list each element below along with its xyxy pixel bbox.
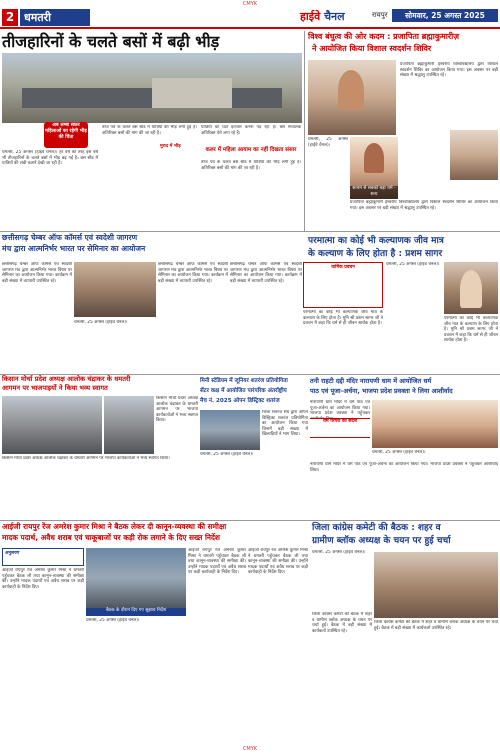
chess-body: धमतरी, 25 अगस्त (हाईवे चैनल)। <box>200 452 254 457</box>
lead-body-col4: तीज पर्व के चलते बस स्टैंड में यात्रियों की भीड़ लगी हुई है। अतिरिक्त बसों की मांग की जा रही है। <box>201 160 301 171</box>
lead-photo <box>2 53 302 123</box>
right-headline-2: ने आयोजित किया विशाल स्वदर्शन शिविर <box>312 44 432 53</box>
ig-headline-1: आईजी रायपुर रेंज अमरेश कुमार मिश्रा ने बैठक लेकर दी कानून-व्यवस्था की समीक्षा <box>2 522 227 531</box>
lead-body-col1: धमतरी, 25 अगस्त (हाईवे चैनल)। हर वर्ष की तरह इस वर्ष भी तीजहारिनों के चलते बसों में भीड़ बढ़ गई है। बस स्टैंड में यात्रियों की लंबी कतारें देखी जा रही हैं। <box>2 150 98 167</box>
prahlad-headline-2: पाठ एवं पूजा-अर्चना, भाजपा प्रदेश प्रवक्ता ने लिया आशीर्वाद <box>310 387 453 395</box>
lead-subhead: कलर में महिला आयाम का नहीं दिखता संसार <box>205 147 297 153</box>
ig-body-col1: आईजी रायपुर रेंज अमरेश कुमार मिश्रा ने धमतरी पहुँचकर बैठक ली तथा कानून-व्यवस्था की समीक्षा की। उन्होंने मादक पदार्थों एवं अवैध शराब पर कड़ी कार्यवाही के निर्देश दिए। <box>2 568 84 590</box>
ig-body-col3: आईजी रायपुर रेंज अमरेश कुमार मिश्रा ने धमतरी पहुँचकर बैठक ली तथा कानून-व्यवस्था की समीक्षा की। उन्होंने मादक पदार्थों एवं अवैध शराब पर कड़ी कार्यवाही के निर्देश दिए। <box>188 548 246 576</box>
congress-photo <box>374 552 498 618</box>
conference-body-col3: छत्तीसगढ़ चेम्बर ऑफ कॉमर्स एवं स्वदेशी जागरण मंच द्वारा आत्मनिर्भर भारत विषय पर सेमिनार का आयोजन किया गया। कार्यक्रम में बड़ी संख्या में व्यापारी उपस्थित रहे। <box>158 262 228 284</box>
prahlad-photo <box>372 400 498 448</box>
issue-date: सोमवार, 25 अगस्त 2025 <box>392 9 498 22</box>
ig-body-col4: आईजी रायपुर रेंज अमरेश कुमार मिश्रा ने धमतरी पहुँचकर बैठक ली तथा कानून-व्यवस्था की समीक्षा की। उन्होंने मादक पदार्थों एवं अवैध शराब पर कड़ी कार्यवाही के निर्देश दिए। <box>248 548 308 576</box>
conference-body-col1: छत्तीसगढ़ चेम्बर ऑफ कॉमर्स एवं स्वदेशी जागरण मंच द्वारा आत्मनिर्भर भारत विषय पर सेमिनार का आयोजन किया गया। कार्यक्रम में बड़ी संख्या में व्यापारी उपस्थित रहे। <box>2 262 72 284</box>
lead-body-col2: तीज पर्व के चलते बस स्टैंड में यात्रियों की भीड़ लगी हुई है। अतिरिक्त बसों की मांग की जा रही है। <box>102 125 197 136</box>
prahlad-quote: धर्म परंपरा का संदेश <box>310 418 370 438</box>
prahlad-body-col1: नारायणी धाम मंदिर में धर्म पाठ एवं पूजा-अर्चना का आयोजन किया गया। भाजपा प्रदेश प्रवक्ता ने पहुँचकर <box>310 400 370 417</box>
kisan-photo-1 <box>2 396 102 454</box>
kisan-photo-2 <box>104 396 154 454</box>
kisan-headline-2: आगमन पर भाजपाइयों ने किया भव्य स्वागत <box>2 384 108 392</box>
prahlad-dateline: धमतरी, 25 अगस्त (हाईवे चैनल)। <box>372 450 426 455</box>
prahlad-body: नारायणी धाम मंदिर में धर्म पाठ एवं पूजा-अर्चना का आयोजन किया गया। भाजपा प्रदेश प्रवक्ता ने पहुँचकर आशीर्वाद लिया। <box>310 462 498 473</box>
page-number: 2 <box>2 9 18 26</box>
masthead-brand <box>300 9 345 24</box>
right-photo-1 <box>308 60 396 135</box>
kisan-body: किसान मोर्चा प्रदेश अध्यक्ष आलोक चंद्राकर के धमतरी आगमन पर भाजपा कार्यकर्ताओं ने भव्य स्वागत किया। <box>2 456 170 461</box>
column-divider <box>304 31 305 231</box>
right-body-col: धमतरी, 25 अगस्त (हाईवे चैनल)। <box>308 137 348 148</box>
conference-body-col2: धमतरी, 25 अगस्त (हाईवे चैनल)। <box>74 320 128 325</box>
kalyan-body-col1: परमात्मा का कोई भी कल्याणक जीव मात्र के कल्याण के लिए होता है। मुनि श्री प्रशम सागर जी ने प्रवचन में कहा कि धर्म से ही जीवन सार्थक होता है। <box>303 310 383 327</box>
monk-figure <box>460 270 482 308</box>
right-headline-1: विश्व बंधुत्व की ओर कदम : प्रजापिता ब्रह्माकुमारीज़ <box>308 32 460 41</box>
ig-body-col2: धमतरी, 25 अगस्त (हाईवे चैनल)। <box>86 618 140 623</box>
lead-badge: अब लम्बा सफ़र महिलाओं का रहेगी भीड़ की चिंता <box>44 122 88 148</box>
chess-photo <box>200 410 260 450</box>
kalyan-box: धार्मिक प्रवचन <box>303 262 383 308</box>
bus-shape-2 <box>152 78 232 108</box>
congress-body-col2: जिला कांग्रेस कमेटी की बैठक में शहर व ग्रामीण ब्लॉक अध्यक्ष के चयन पर चर्चा हुई। बैठक में बड़ी संख्या में कार्यकर्ता उपस्थित रहे। <box>312 612 372 634</box>
right-photo-caption: सत्यम से सबको बड़ा धर्म - सत्य <box>350 186 398 199</box>
masthead-place: रायपुर <box>372 11 388 19</box>
brand-part-a: हाईवे <box>300 10 321 23</box>
person-figure-2 <box>364 143 384 173</box>
kalyan-headline-1: परमात्मा का कोई भी कल्याणक जीव मात्र <box>308 236 444 246</box>
chess-body-right: जिला शतरंज संघ द्वारा ओपन डिस्ट्रिक्ट शतरंज प्रतियोगिता का आयोजन किया गया जिसमें बड़ी संख्या में खिलाड़ियों ने भाग लिया। <box>262 410 308 438</box>
kalyan-body-col3: परमात्मा का कोई भी कल्याणक जीव मात्र के कल्याण के लिए होता है। मुनि श्री प्रशम सागर जी ने प्रवचन में कहा कि धर्म से ही जीवन सार्थक होता है। <box>444 316 498 344</box>
kisan-body-short: किसान मोर्चा प्रदेश अध्यक्ष आलोक चंद्राकर के धमतरी आगमन पर भाजपा कार्यकर्ताओं ने भव्य स्वागत किया। <box>156 396 198 424</box>
lead-subhead2: मुराद में भीड़ <box>160 144 181 149</box>
conference-headline-1: छत्तीसगढ़ चेम्बर ऑफ कॉमर्स एवं स्वदेशी जागरण <box>2 233 138 242</box>
section-title: धमतरी <box>20 9 90 26</box>
brand-part-b: चैनल <box>324 10 345 23</box>
ig-photo-caption: बैठक के दौरान दिए गए सुझाव निर्देश <box>86 608 186 616</box>
kalyan-body-col2: धमतरी, 25 अगस्त (हाईवे चैनल)। <box>386 262 440 267</box>
ig-box: अनुसरण <box>2 548 84 566</box>
lead-body-col3: यात्रियों को घंटों इंतजार करना पड़ रहा है। बस संचालक अतिरिक्त फेरे लगा रहे हैं। <box>201 125 301 136</box>
congress-headline-1: जिला कांग्रेस कमेटी की बैठक : शहर व <box>312 523 441 533</box>
chess-headline-2: सेंटर कक्ष में आयोजित पारंपरिक अंतर्राष्ट्रीय <box>200 388 287 394</box>
congress-body-col1: धमतरी, 25 अगस्त (हाईवे चैनल)। <box>312 550 366 555</box>
right-body: प्रजापिता ब्रह्माकुमारी ईश्वरीय विश्वविद्यालय द्वारा विशाल स्वदर्शन शिविर का आयोजन किया गया। इस अवसर पर बड़ी संख्या में श्रद्धालु उपस्थित रहे। <box>400 62 498 79</box>
right-body-lower: प्रजापिता ब्रह्माकुमारी ईश्वरीय विश्वविद्यालय द्वारा विशाल स्वदर्शन शिविर का आयोजन किया गया। इस अवसर पर बड़ी संख्या में श्रद्धालु उपस्थित रहे। <box>350 200 498 211</box>
chess-headline-3: मैच नं. 2025 ओपन डिस्ट्रिक्ट शतरंज <box>200 398 280 404</box>
person-figure <box>338 70 364 110</box>
conference-body-col4: छत्तीसगढ़ चेम्बर ऑफ कॉमर्स एवं स्वदेशी जागरण मंच द्वारा आत्मनिर्भर भारत विषय पर सेमिनार का आयोजन किया गया। कार्यक्रम में बड़ी संख्या में व्यापारी उपस्थित रहे। <box>230 262 302 284</box>
conference-photo <box>74 262 156 317</box>
chess-headline-1: मिनी स्टेडियम में जूनियर शतरंज प्रतियोगिता <box>200 378 288 384</box>
prahlad-headline-1: तनी राहटी दद्दी मंदिर नारायणी धाम में आयोजित धर्म <box>310 377 432 385</box>
congress-body-col3: जिला कांग्रेस कमेटी की बैठक में शहर व ग्रामीण ब्लॉक अध्यक्ष के चयन पर चर्चा हुई। बैठक में बड़ी संख्या में कार्यकर्ता उपस्थित रहे। <box>374 620 498 631</box>
section-rule <box>0 231 500 232</box>
ig-photo <box>86 548 186 608</box>
print-color-marker-bottom: CMYK <box>242 746 258 752</box>
kalyan-headline-2: के कल्याण के लिए होता है : प्रशम सागर <box>308 249 443 259</box>
congress-headline-2: ग्रामीण ब्लॉक अध्यक्ष के चयन पर हुई चर्चा <box>312 536 451 546</box>
print-color-marker: CMYK <box>242 1 258 7</box>
ig-headline-2: मादक पदार्थ, अवैध शराब एवं चाकूबाजों पर कड़ी रोक लगाने के दिए सख्त निर्देश <box>2 533 220 542</box>
conference-headline-2: मंच द्वारा आत्मनिर्भर भारत पर सेमिनार का आयोजन <box>2 244 146 253</box>
right-photo-3 <box>450 130 498 180</box>
kisan-headline-1: किसान मोर्चा प्रदेश अध्यक्ष आलोक चंद्राकर के धमतरी <box>2 375 131 383</box>
kalyan-photo <box>444 262 498 314</box>
lead-headline: तीजहारिनों के चलते बसों में बढ़ी भीड़ <box>2 32 220 51</box>
section-rule-3 <box>0 520 500 521</box>
